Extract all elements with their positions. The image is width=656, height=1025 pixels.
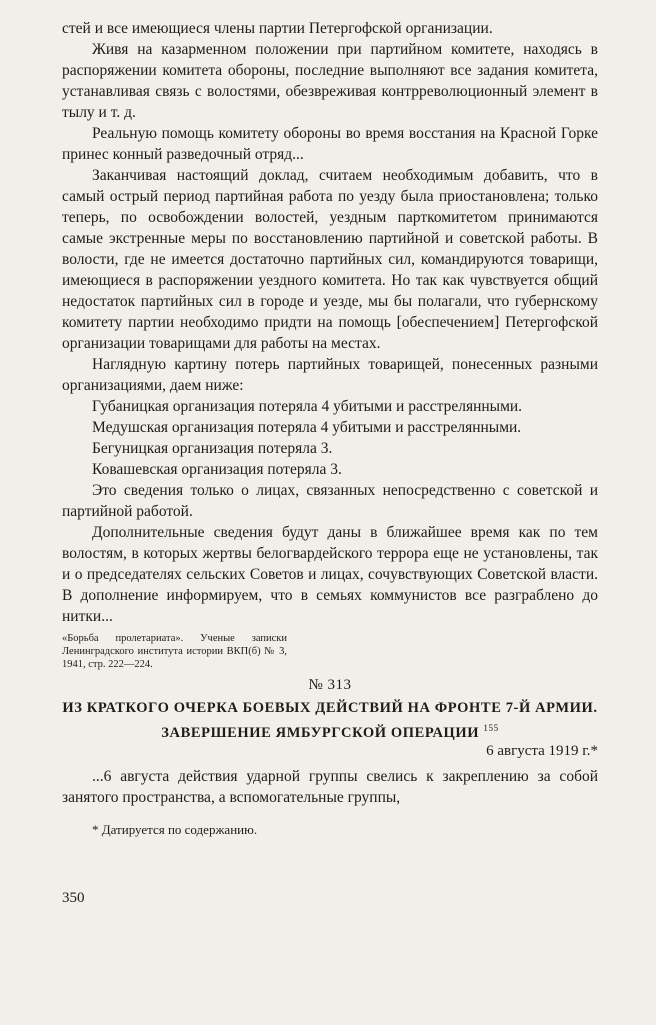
paragraph: Дополнительные сведения будут даны в ближайшее время как по тем волостям, в которых жертвы белогвардейского террора еще не установлены, так и о председателях сельских Советов и лицах, сочувствующих Советской власти. В дополнение информируем, что в семьях коммунистов все разграблено до нитки... (62, 524, 598, 625)
document-date: 6 августа 1919 г.* (486, 742, 598, 759)
document-number: № 313 (308, 677, 352, 693)
document-text: ...6 августа действия ударной группы свелись к закреплению за собой занятого пространства, а вспомогательные группы, (62, 767, 598, 806)
loss-item: Медушская организация потеряла 4 убитыми и расстрелянными. (92, 419, 522, 436)
paragraph: Живя на казарменном положении при партийном комитете, находясь в распоряжении комитета обороны, последние выполняют все задания комитета, устанавливая связь с волостями, обезвреживая контрреволюционный элемент в тылу и т. д. (62, 41, 598, 121)
document-title (62, 698, 598, 743)
paragraph: Заканчивая настоящий доклад, считаем необходимым добавить, что в самый острый период партийная работа по уезду была приостановлена; только теперь, по освобождении волостей, уездным парткомитетом принимаются самые экстренные меры по восстановлению партийной и советской работы. В волости, где не имеется достаточно партийных сил, командируются товарищи, имеющиеся в распоряжении уездного комитета. Но так как чувствуется общий недостаток партийных сил в городе и уезде, мы бы полагали, что губернскому комитету партии необходимо придти на помощь [обеспечением] Петергофской организации товарищами для работы на местах. (62, 167, 598, 352)
loss-item: Ковашевская организация потеряла 3. (92, 461, 342, 478)
paragraph-continuation: стей и все имеющиеся члены партии Петергофской организации. (62, 20, 493, 37)
page-number: 350 (62, 890, 85, 906)
title-reference-mark: 155 (483, 723, 499, 733)
loss-item: Бегуницкая организация потеряла 3. (92, 440, 333, 457)
loss-item: Губаницкая организация потеряла 4 убитыми и расстрелянными. (92, 398, 523, 415)
document-title-text: ИЗ КРАТКОГО ОЧЕРКА БОЕВЫХ ДЕЙСТВИЙ НА ФРОНТЕ 7-Й АРМИИ. ЗАВЕРШЕНИЕ ЯМБУРГСКОЙ ОПЕРАЦИИ (62, 700, 598, 741)
paragraph: Реальную помощь комитету обороны во время восстания на Красной Горке принес конный разведочный отряд... (62, 125, 598, 163)
document-page (62, 18, 598, 838)
footnote: * Датируется по содержанию. (92, 821, 258, 837)
paragraph: Наглядную картину потерь партийных товарищей, понесенных разными организациями, даем ниже: (62, 356, 598, 394)
paragraph: Это сведения только о лицах, связанных непосредственно с советской и партийной работой. (62, 482, 598, 520)
source-note: «Борьба пролетариата». Ученые записки Ленинградского института истории ВКП(б) № 3, 1941, стр. 222—224. (62, 633, 287, 670)
